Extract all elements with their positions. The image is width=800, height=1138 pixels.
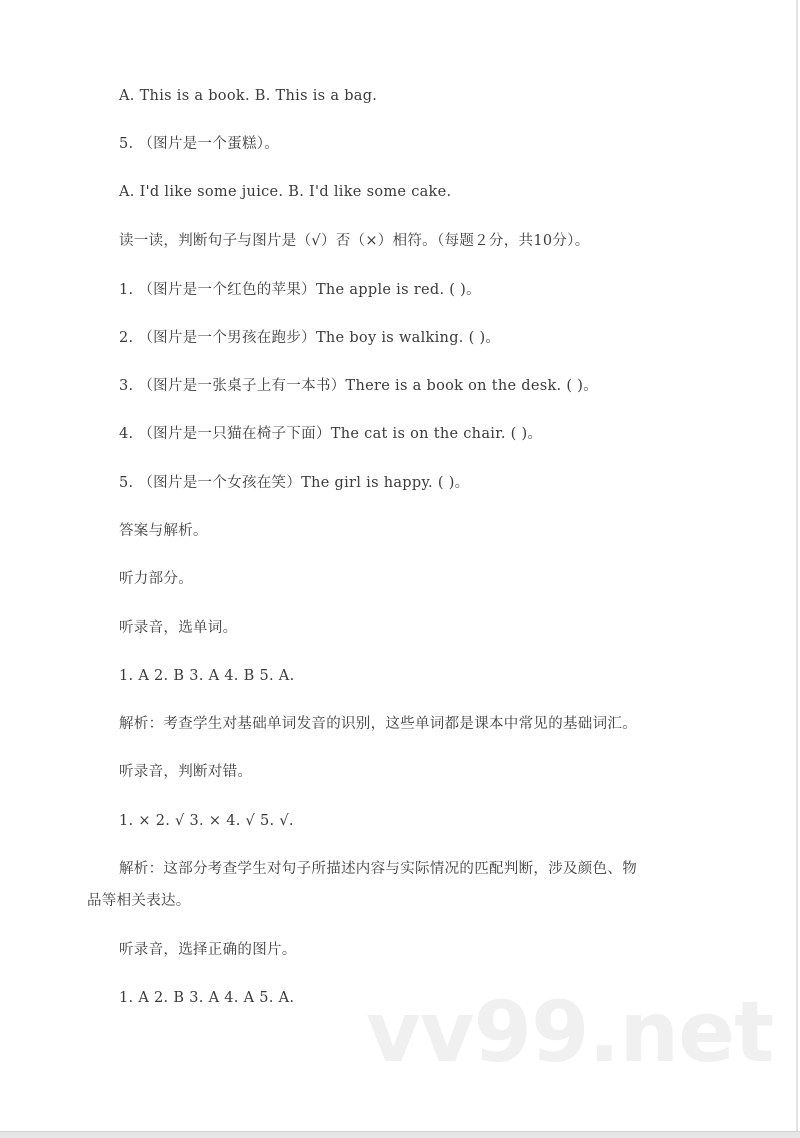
- listening-section-heading: 听力部分。: [119, 571, 193, 587]
- option-line-5: A. I'd like some juice. B. I'd like some cake.: [119, 184, 452, 200]
- listen-choose-picture-heading: 听录音，选择正确的图片。: [119, 942, 297, 958]
- judge-question-2: 2. （图片是一个男孩在跑步）The boy is walking. ( )。: [119, 330, 501, 346]
- watermark: vv99.net: [366, 983, 774, 1081]
- question-5-prompt: 5. （图片是一个蛋糕）。: [119, 136, 280, 152]
- listen-judge-heading: 听录音，判断对错。: [119, 764, 253, 780]
- listen-choose-picture-answers: 1. A 2. B 3. A 4. A 5. A.: [119, 990, 295, 1006]
- listen-choose-word-heading: 听录音，选单词。: [119, 620, 238, 636]
- listen-choose-word-analysis: 解析：考查学生对基础单词发音的识别，这些单词都是课本中常见的基础词汇。: [119, 716, 637, 732]
- section-heading-read-judge: 读一读，判断句子与图片是（√）否（×）相符。（每题２分，共10分）。: [119, 233, 590, 249]
- answers-heading: 答案与解析。: [119, 523, 208, 539]
- option-line-4: A. This is a book. B. This is a bag.: [119, 88, 378, 104]
- judge-question-5: 5. （图片是一个女孩在笑）The girl is happy. ( )。: [119, 475, 470, 491]
- listen-judge-answers: 1. × 2. √ 3. × 4. √ 5. √.: [119, 813, 294, 829]
- listen-judge-analysis-line-2: 品等相关表达。: [87, 893, 191, 909]
- judge-question-3: 3. （图片是一张桌子上有一本书）There is a book on the desk. ( )。: [119, 378, 598, 394]
- judge-question-4: 4. （图片是一只猫在椅子下面）The cat is on the chair. ( )。: [119, 426, 543, 442]
- judge-question-1: 1. （图片是一个红色的苹果）The apple is red. ( )。: [119, 282, 481, 298]
- listen-judge-analysis-line-1: 解析：这部分考查学生对句子所描述内容与实际情况的匹配判断，涉及颜色、物: [119, 861, 637, 877]
- listen-choose-word-answers: 1. A 2. B 3. A 4. B 5. A.: [119, 668, 295, 684]
